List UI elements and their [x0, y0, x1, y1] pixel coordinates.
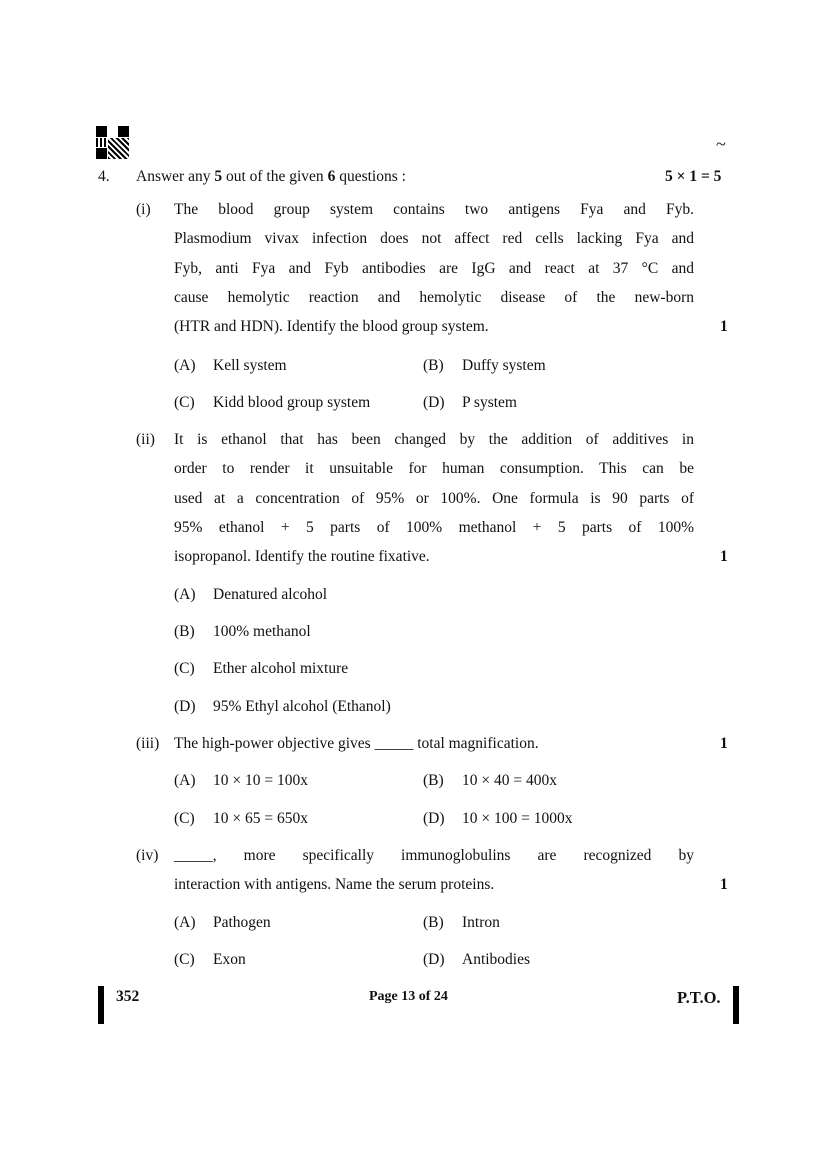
pto-label: P.T.O.: [677, 988, 721, 1007]
option-letter: (A): [174, 772, 196, 789]
option-text: 10 × 65 = 650x: [213, 810, 308, 827]
option-text: Antibodies: [462, 951, 531, 968]
answer-option: [174, 586, 327, 604]
answer-option: [174, 951, 246, 969]
option-letter: (B): [423, 772, 444, 789]
option-letter: (C): [174, 394, 195, 411]
answer-option: [174, 357, 287, 375]
option-letter: (A): [174, 586, 196, 603]
answer-option: [423, 772, 557, 790]
option-letter: (B): [174, 623, 195, 640]
option-letter: (B): [423, 357, 444, 374]
option-letter: (D): [174, 698, 196, 715]
answer-option: [174, 810, 308, 828]
option-letter: (D): [423, 394, 445, 411]
question-text-line: The blood group system contains two antigens Fya and Fyb.: [174, 201, 694, 218]
option-text: Ether alcohol mixture: [213, 660, 349, 677]
option-letter: (D): [423, 810, 445, 827]
marks-label: 1: [720, 318, 728, 336]
option-letter: (C): [174, 951, 195, 968]
option-letter: (D): [423, 951, 445, 968]
answer-option: [423, 357, 546, 375]
question-text-line: _____, more specifically immunoglobulins are recognized by: [174, 847, 694, 864]
sub-question-label: (iii): [136, 735, 160, 752]
option-letter: (C): [174, 660, 195, 677]
option-text: Intron: [462, 914, 500, 931]
marks-label: 1: [720, 735, 728, 752]
option-text: Kidd blood group system: [213, 394, 371, 411]
answer-option: [423, 810, 572, 828]
question-instruction: Answer any 5 out of the given 6 questions :: [136, 168, 406, 185]
tilde-mark: ~: [716, 134, 726, 154]
question-text-line: It is ethanol that has been changed by the addition of additives in: [174, 431, 694, 448]
option-letter: (A): [174, 914, 196, 931]
option-text: 10 × 10 = 100x: [213, 772, 308, 789]
question-text-line: interaction with antigens. Name the serum proteins.: [174, 876, 495, 894]
answer-option: [174, 394, 370, 412]
option-text: Exon: [213, 951, 246, 968]
option-letter: (C): [174, 810, 195, 827]
option-text: Denatured alcohol: [213, 586, 328, 603]
option-text: 100% methanol: [213, 623, 311, 640]
question-text-line: used at a concentration of 95% or 100%. One formula is 90 parts of: [174, 489, 694, 507]
paper-code: 352: [116, 988, 140, 1005]
question-text-line: (HTR and HDN). Identify the blood group system.: [174, 318, 489, 336]
answer-option: [423, 951, 530, 969]
option-text: Kell system: [213, 357, 287, 374]
sub-question-label: (i): [136, 201, 151, 218]
sub-question-label: (ii): [136, 431, 155, 448]
page-number: Page 13 of 24: [369, 989, 448, 1004]
question-marks: 5 × 1 = 5: [665, 168, 722, 185]
qr-code: [96, 126, 129, 159]
sub-question-label: (iv): [136, 847, 159, 864]
option-text: 10 × 40 = 400x: [462, 772, 557, 789]
question-text-line: order to render it unsuitable for human consumption. This can be: [174, 460, 694, 478]
question-text-line: Fyb, anti Fya and Fyb antibodies are IgG and react at 37 °C and: [174, 259, 694, 277]
answer-option: [174, 772, 308, 790]
question-text-line: 95% ethanol + 5 parts of 100% methanol + 5 parts of 100%: [174, 518, 694, 536]
option-text: Duffy system: [462, 357, 546, 374]
option-text: P system: [462, 394, 517, 411]
question-text-line: isopropanol. Identify the routine fixative.: [174, 548, 430, 566]
option-text: Pathogen: [213, 914, 271, 931]
option-text: 95% Ethyl alcohol (Ethanol): [213, 698, 391, 715]
question-text-line: The high-power objective gives _____ total magnification.: [174, 735, 539, 752]
answer-option: [174, 660, 348, 678]
question-text-line: Plasmodium vivax infection does not affect red cells lacking Fya and: [174, 230, 694, 248]
answer-option: [423, 914, 500, 932]
question-text-line: cause hemolytic reaction and hemolytic disease of the new-born: [174, 288, 694, 306]
answer-option: [174, 623, 311, 641]
option-letter: (B): [423, 914, 444, 931]
footer-bar-right: [733, 986, 739, 1024]
marks-label: 1: [720, 548, 728, 566]
answer-option: [423, 394, 517, 412]
question-number: 4.: [98, 168, 110, 185]
answer-option: [174, 914, 271, 932]
option-letter: (A): [174, 357, 196, 374]
answer-option: [174, 698, 391, 716]
footer-bar-left: [98, 986, 104, 1024]
marks-label: 1: [720, 876, 728, 894]
option-text: 10 × 100 = 1000x: [462, 810, 573, 827]
